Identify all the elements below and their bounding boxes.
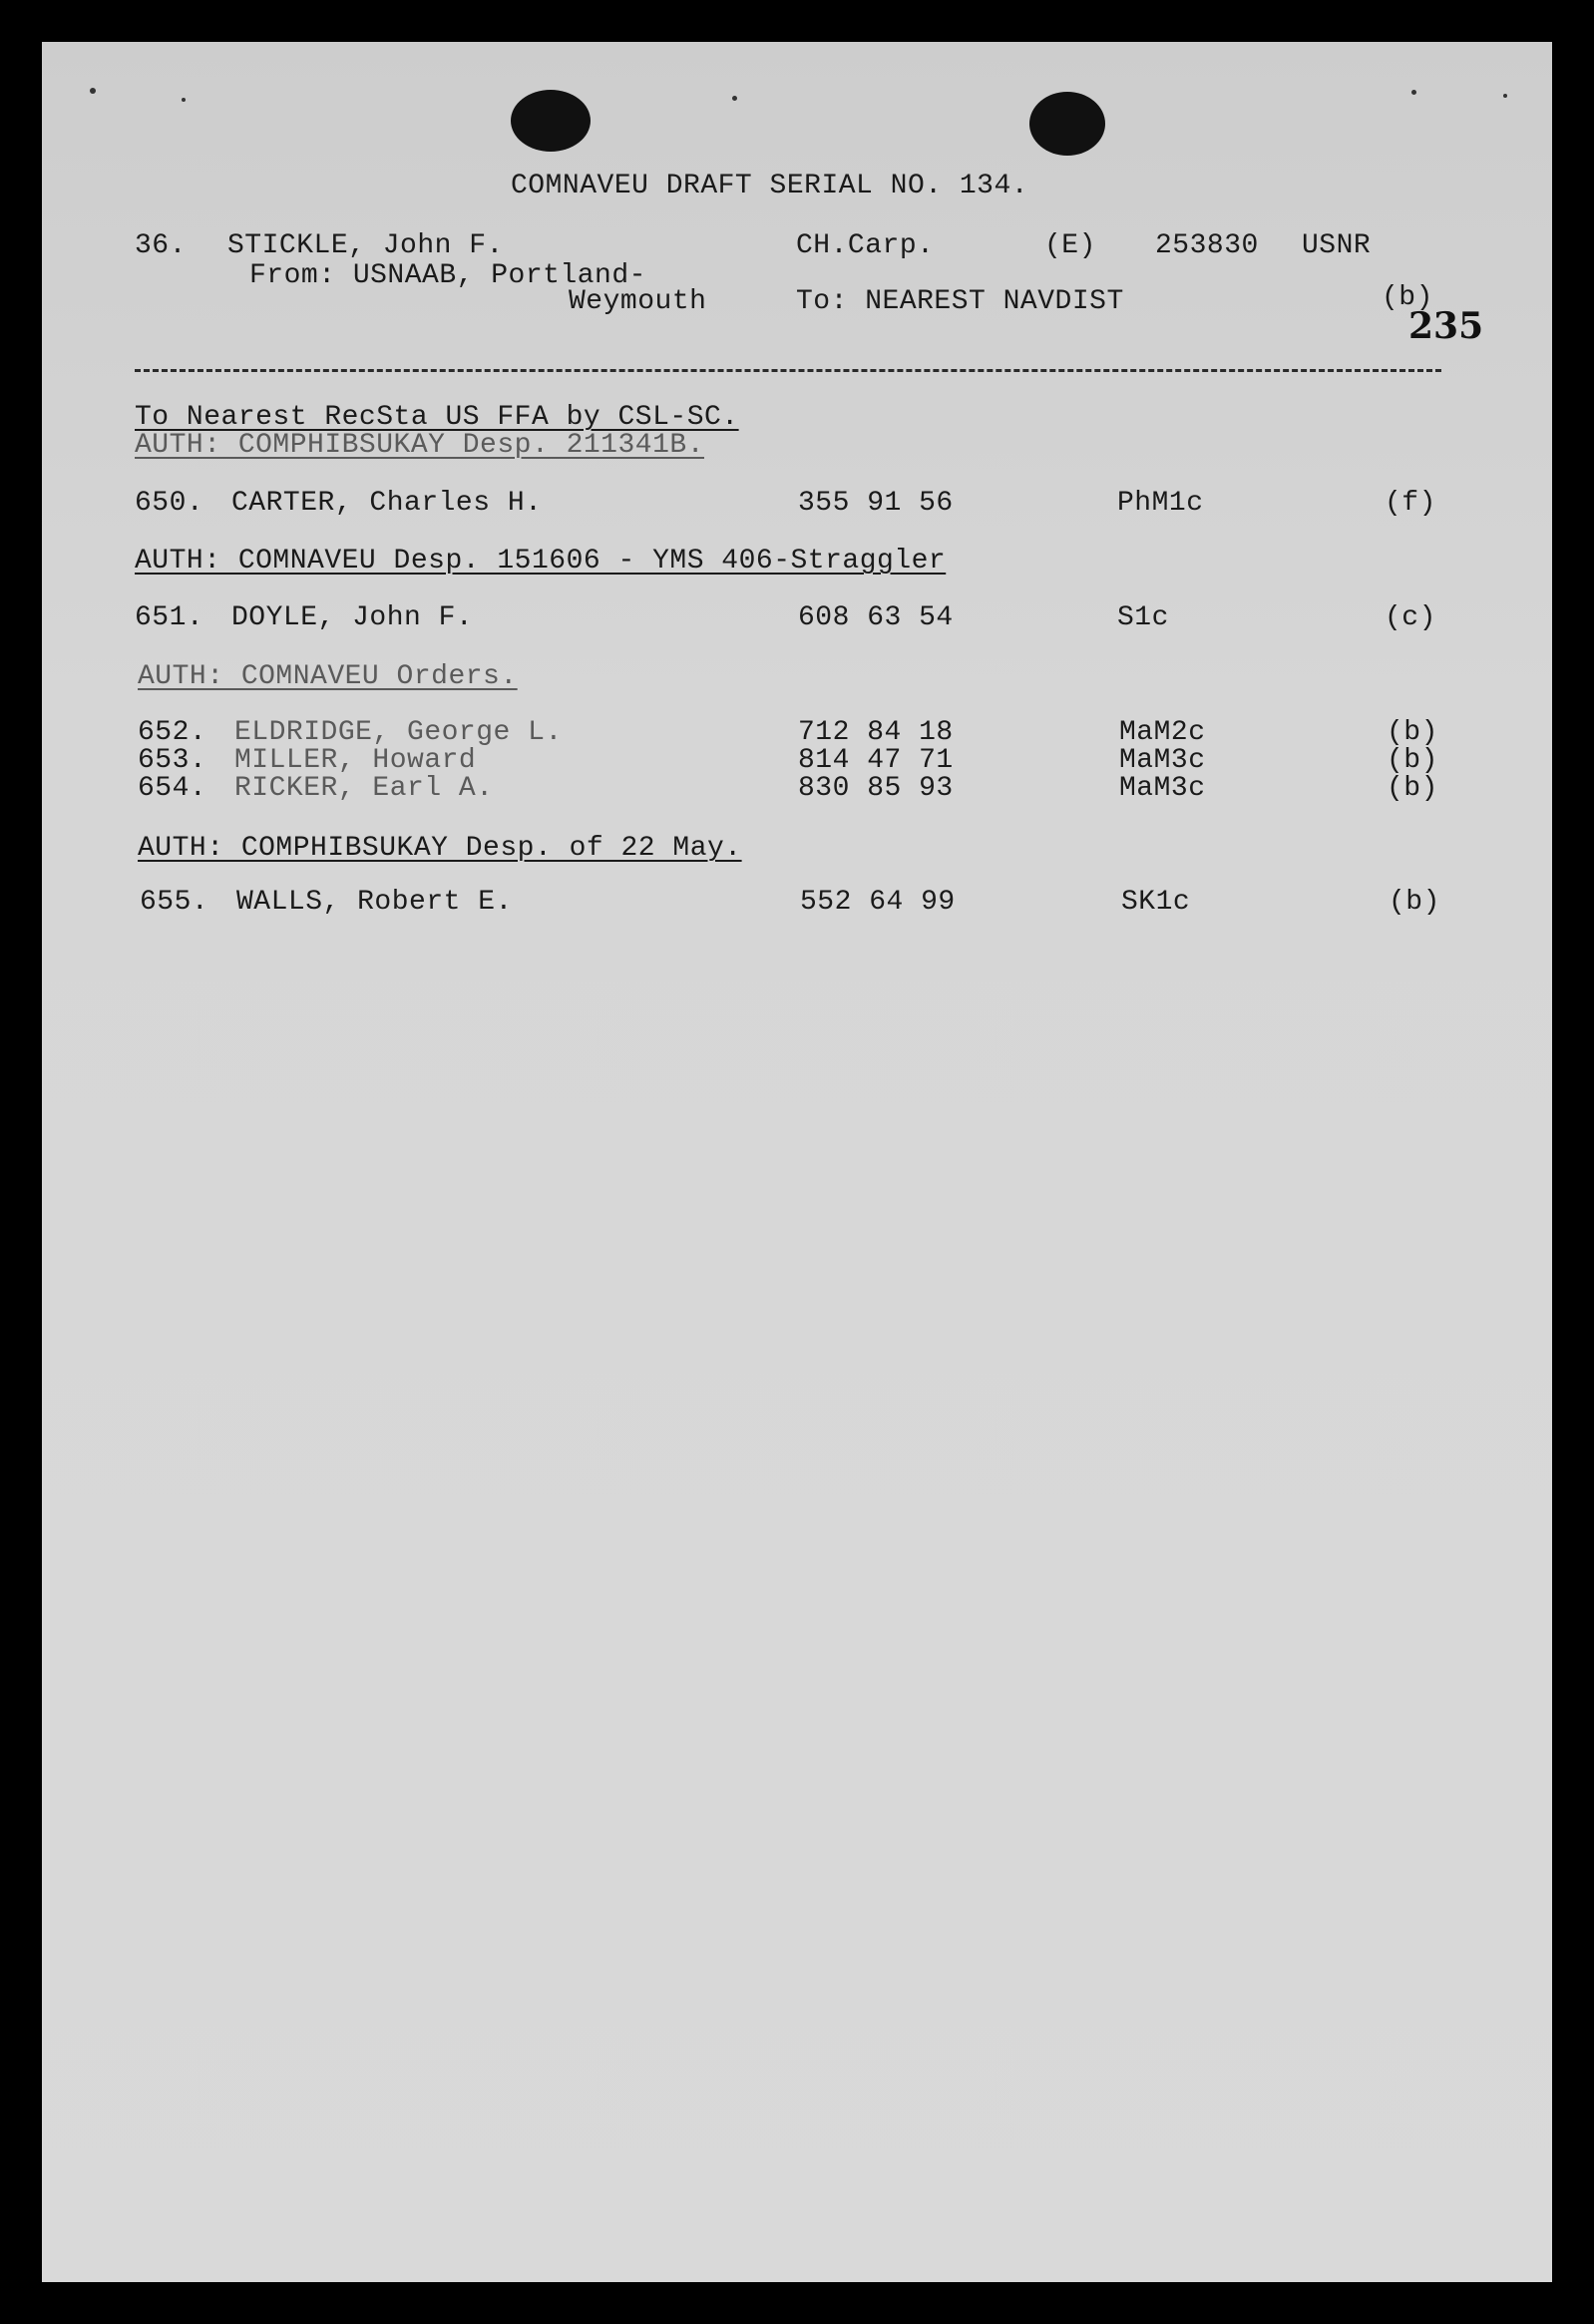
speck-mark xyxy=(182,98,186,102)
speck-mark xyxy=(1411,90,1416,95)
entry-number: 653. xyxy=(138,745,207,776)
entry-name: CARTER, Charles H. xyxy=(231,488,543,519)
entry-service-number: 712 84 18 xyxy=(798,717,954,748)
section-heading: To Nearest RecSta US FFA by CSL-SC. xyxy=(135,402,739,433)
header-entry-number: 36. xyxy=(135,230,187,261)
entry-number: 650. xyxy=(135,488,204,519)
entry-number: 652. xyxy=(138,717,207,748)
document-sheet xyxy=(42,42,1552,2282)
entry-code: (f) xyxy=(1385,488,1436,519)
entry-number: 655. xyxy=(140,887,209,918)
entry-service-number: 830 85 93 xyxy=(798,773,954,804)
entry-name: DOYLE, John F. xyxy=(231,602,474,633)
header-entry-to: To: NEAREST NAVDIST xyxy=(796,286,1124,317)
punch-hole-right xyxy=(1029,92,1105,156)
entry-code: (b) xyxy=(1387,717,1438,748)
entry-name: RICKER, Earl A. xyxy=(234,773,494,804)
section-auth: AUTH: COMPHIBSUKAY Desp. 211341B. xyxy=(135,430,704,461)
speck-mark xyxy=(1503,94,1507,98)
header-entry-name: STICKLE, John F. xyxy=(227,230,504,261)
entry-service-number: 814 47 71 xyxy=(798,745,954,776)
speck-mark xyxy=(732,96,737,101)
entry-rate: MaM2c xyxy=(1119,717,1206,748)
header-entry-component: USNR xyxy=(1302,230,1372,261)
page-number: 235 xyxy=(1408,305,1484,347)
entry-number: 654. xyxy=(138,773,207,804)
entry-rate: S1c xyxy=(1117,602,1169,633)
entry-code: (b) xyxy=(1387,745,1438,776)
entry-rate: SK1c xyxy=(1121,887,1191,918)
entry-name: ELDRIDGE, George L. xyxy=(234,717,563,748)
punch-hole-left xyxy=(511,90,591,152)
entry-rate: PhM1c xyxy=(1117,488,1204,519)
entry-service-number: 608 63 54 xyxy=(798,602,954,633)
section-auth: AUTH: COMNAVEU Desp. 151606 - YMS 406-Straggler xyxy=(135,546,947,577)
entry-service-number: 355 91 56 xyxy=(798,488,954,519)
header-entry-service-no: 253830 xyxy=(1155,230,1259,261)
entry-name: WALLS, Robert E. xyxy=(236,887,513,918)
entry-name: MILLER, Howard xyxy=(234,745,477,776)
serial-title: COMNAVEU DRAFT SERIAL NO. 134. xyxy=(511,171,1029,201)
separator-dashed-line xyxy=(135,369,1441,372)
header-entry-designator: (E) xyxy=(1044,230,1096,261)
header-entry-rank: CH.Carp. xyxy=(796,230,935,261)
section-auth: AUTH: COMPHIBSUKAY Desp. of 22 May. xyxy=(138,833,742,864)
entry-code: (b) xyxy=(1389,887,1440,918)
section-auth: AUTH: COMNAVEU Orders. xyxy=(138,661,518,692)
header-entry-code: (b) xyxy=(1382,282,1433,313)
header-entry-from-line1: From: USNAAB, Portland- xyxy=(249,260,646,291)
entry-code: (b) xyxy=(1387,773,1438,804)
entry-rate: MaM3c xyxy=(1119,745,1206,776)
entry-service-number: 552 64 99 xyxy=(800,887,956,918)
header-entry-from-line2: Weymouth xyxy=(569,286,707,317)
entry-rate: MaM3c xyxy=(1119,773,1206,804)
entry-code: (c) xyxy=(1385,602,1436,633)
entry-number: 651. xyxy=(135,602,204,633)
speck-mark xyxy=(90,88,96,94)
